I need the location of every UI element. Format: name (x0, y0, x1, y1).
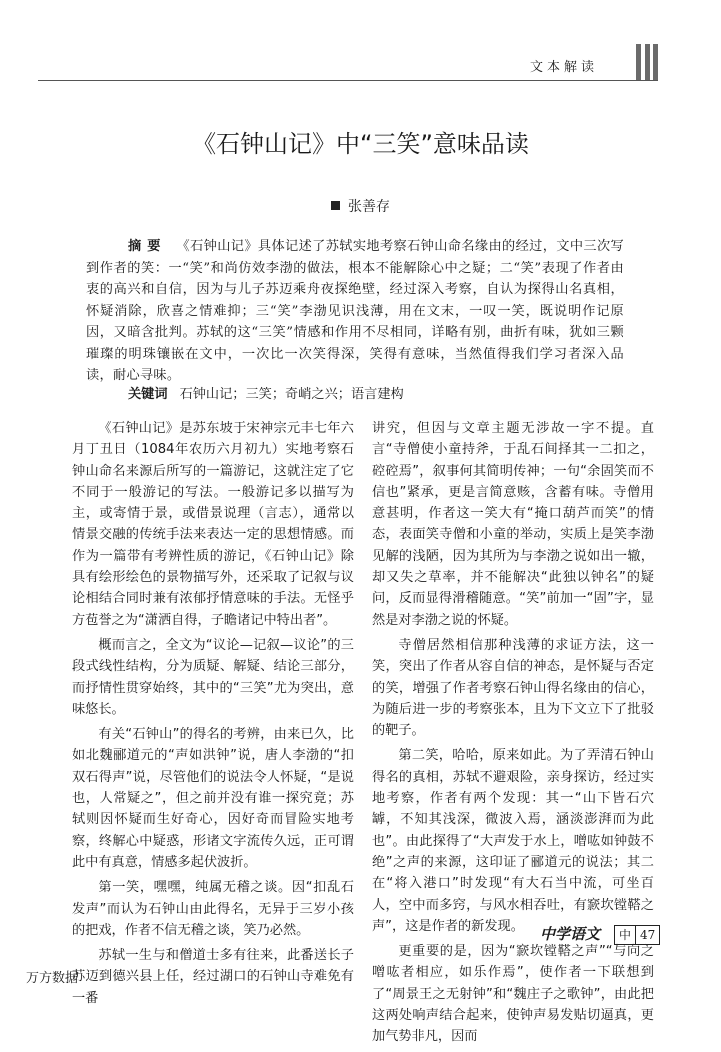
paragraph: 讲究，但因与文章主题无涉故一字不提。直言“寺僧使小童持斧，于乱石间择其一二扣之，硿硿焉”，叙事何其简明传神；一句“余固笑而不信也”紧承，更是言简意赅，含蓄有味。寺僧用意甚明，作者这一笑大有“掩口葫芦而笑”的情态，表面笑寺僧和小童的举动，实质上是笑李渤见解的浅陋，因为其所为与李渤之说如出一辙，却又失之草率，并不能解决“此独以钟名”的疑问，反而显得滑稽随意。“笑”前加一“固”字，显然是对李渤之说的怀疑。 (372, 421, 654, 628)
paragraph: 《石钟山记》是苏东坡于宋神宗元丰七年六月丁丑日（1084年农历六月初九）实地考察石钟山命名来源后所写的一篇游记，这就注定了它不同于一般游记的写法。一般游记多以描写为主，或寄情于景，或借景说理（言志），通常以情景交融的传统手法来表达一定的思想情感。而作为一篇带有考辨性质的游记，《石钟山记》除具有绘形绘色的景物描写外，还采取了记叙与议论相结合同时兼有浓郁抒情意味的手法。无怪乎方苞誉之为“潇洒自得，子瞻诸记中特出者”。 (72, 421, 354, 628)
author-line (0, 196, 721, 216)
left-column (72, 418, 354, 1013)
paragraph: 有关“石钟山”的得名的考辨，由来已久，比如北魏郦道元的“声如洪钟”说，唐人李渤的“扣双石得声”说，尽管他们的说法令人怀疑，“是说也，人常疑之”，但之前并没有谁一探究竟；苏轼则因怀疑而生好奇心，因好奇而冒险实地考察，终解心中疑惑，形诸文字流传久远，正可谓此中有真意，情感多起伏波折。 (72, 727, 354, 870)
header-bars (636, 44, 658, 80)
keywords-text: 石钟山记；三笑；奇峭之兴；语言建构 (179, 387, 404, 402)
paragraph: 概而言之，全文为“议论—记叙—议论”的三段式线性结构，分为质疑、解疑、结论三部分，而抒情性贯穿始终，其中的“三笑”尤为突出，意味悠长。 (72, 637, 354, 717)
paragraph: 第一笑，嘿嘿，纯属无稽之谈。因“扣乱石发声”而认为石钟山由此得名，无异于三岁小孩的把戏，作者不信无稽之谈，笑乃必然。 (72, 880, 354, 938)
paragraph: 苏轼一生与和僧道士多有往来，此番送长子苏迈到德兴县上任，经过湖口的石钟山寺难免有一番 (72, 948, 354, 1006)
paragraph: 更重要的是，因为“窾坎镗鞳之声”“与向之噌吰者相应，如乐作焉”，使作者一下联想到了“周景王之无射钟”和“魏庄子之歌钟”，由此把这两处响声结合起来，使钟声易发贴切逼真，更加气势非凡，因而 (372, 944, 654, 1045)
section-header: 文本解读 (530, 60, 599, 75)
square-bullet-icon (331, 201, 340, 210)
watermark-text: 万方数据 (26, 971, 79, 986)
paragraph: 寺僧居然相信那种浅薄的求证方法，这一笑，突出了作者从容自信的神态，是怀疑与否定的笑，增强了作者考察石钟山得名缘由的信心，为随后进一步的考察张本，且为下文立下了批驳的靶子。 (372, 637, 654, 739)
keywords (128, 383, 628, 402)
abstract-label: 摘要 (128, 239, 167, 254)
page-number: 47 (635, 926, 659, 944)
page-section: 中 (619, 928, 632, 942)
paragraph: 第二笑，哈哈，原来如此。为了弄清石钟山得名的真相，苏轼不避艰险，亲身探访，经过实地考察，作者有两个发现：其一“山下皆石穴罅，不知其浅深，微波入焉，涵淡澎湃而为此也”。由此探得了“大声发于水上，噌吰如钟鼓不绝”之声的来源，这印证了郦道元的说法；其二在“将入港口”时发现“有大石当中流，可坐百人，空中而多窍，与风水相吞吐，有窾坎镗鞳之声”，这是作者的新发现。 (372, 748, 654, 934)
abstract-text: 《石钟山记》具体记述了苏轼实地考察石钟山命名缘由的经过，文中三次写到作者的笑：一“笑”和尚仿效李渤的做法，根本不能解除心中之疑；二“笑”表现了作者由衷的高兴和自信，因为与儿子苏迈乘舟夜探绝壁，经过深入考察，自认为探得山名真相，怀疑消除，欣喜之情难抑；三“笑”李渤见识浅薄，用在文末，一叹一笑，既说明作记原因，又暗含批判。苏轼的这“三笑”情感和作用不尽相同，详略有别，曲折有味，犹如三颗璀璨的明珠镶嵌在文中，一次比一次笑得深，笑得有意味，当然值得我们学习者深入品读，耐心寻味。 (86, 239, 624, 383)
page-number-box (614, 925, 660, 945)
journal-logo: 中学语文 (540, 925, 601, 943)
article-title: 《石钟山记》中“三笑”意味品读 (192, 130, 529, 158)
header-rule (38, 80, 658, 81)
author-name: 张善存 (348, 199, 390, 215)
abstract (86, 236, 624, 387)
right-column (372, 418, 654, 1052)
keywords-label: 关键词 (128, 387, 168, 402)
